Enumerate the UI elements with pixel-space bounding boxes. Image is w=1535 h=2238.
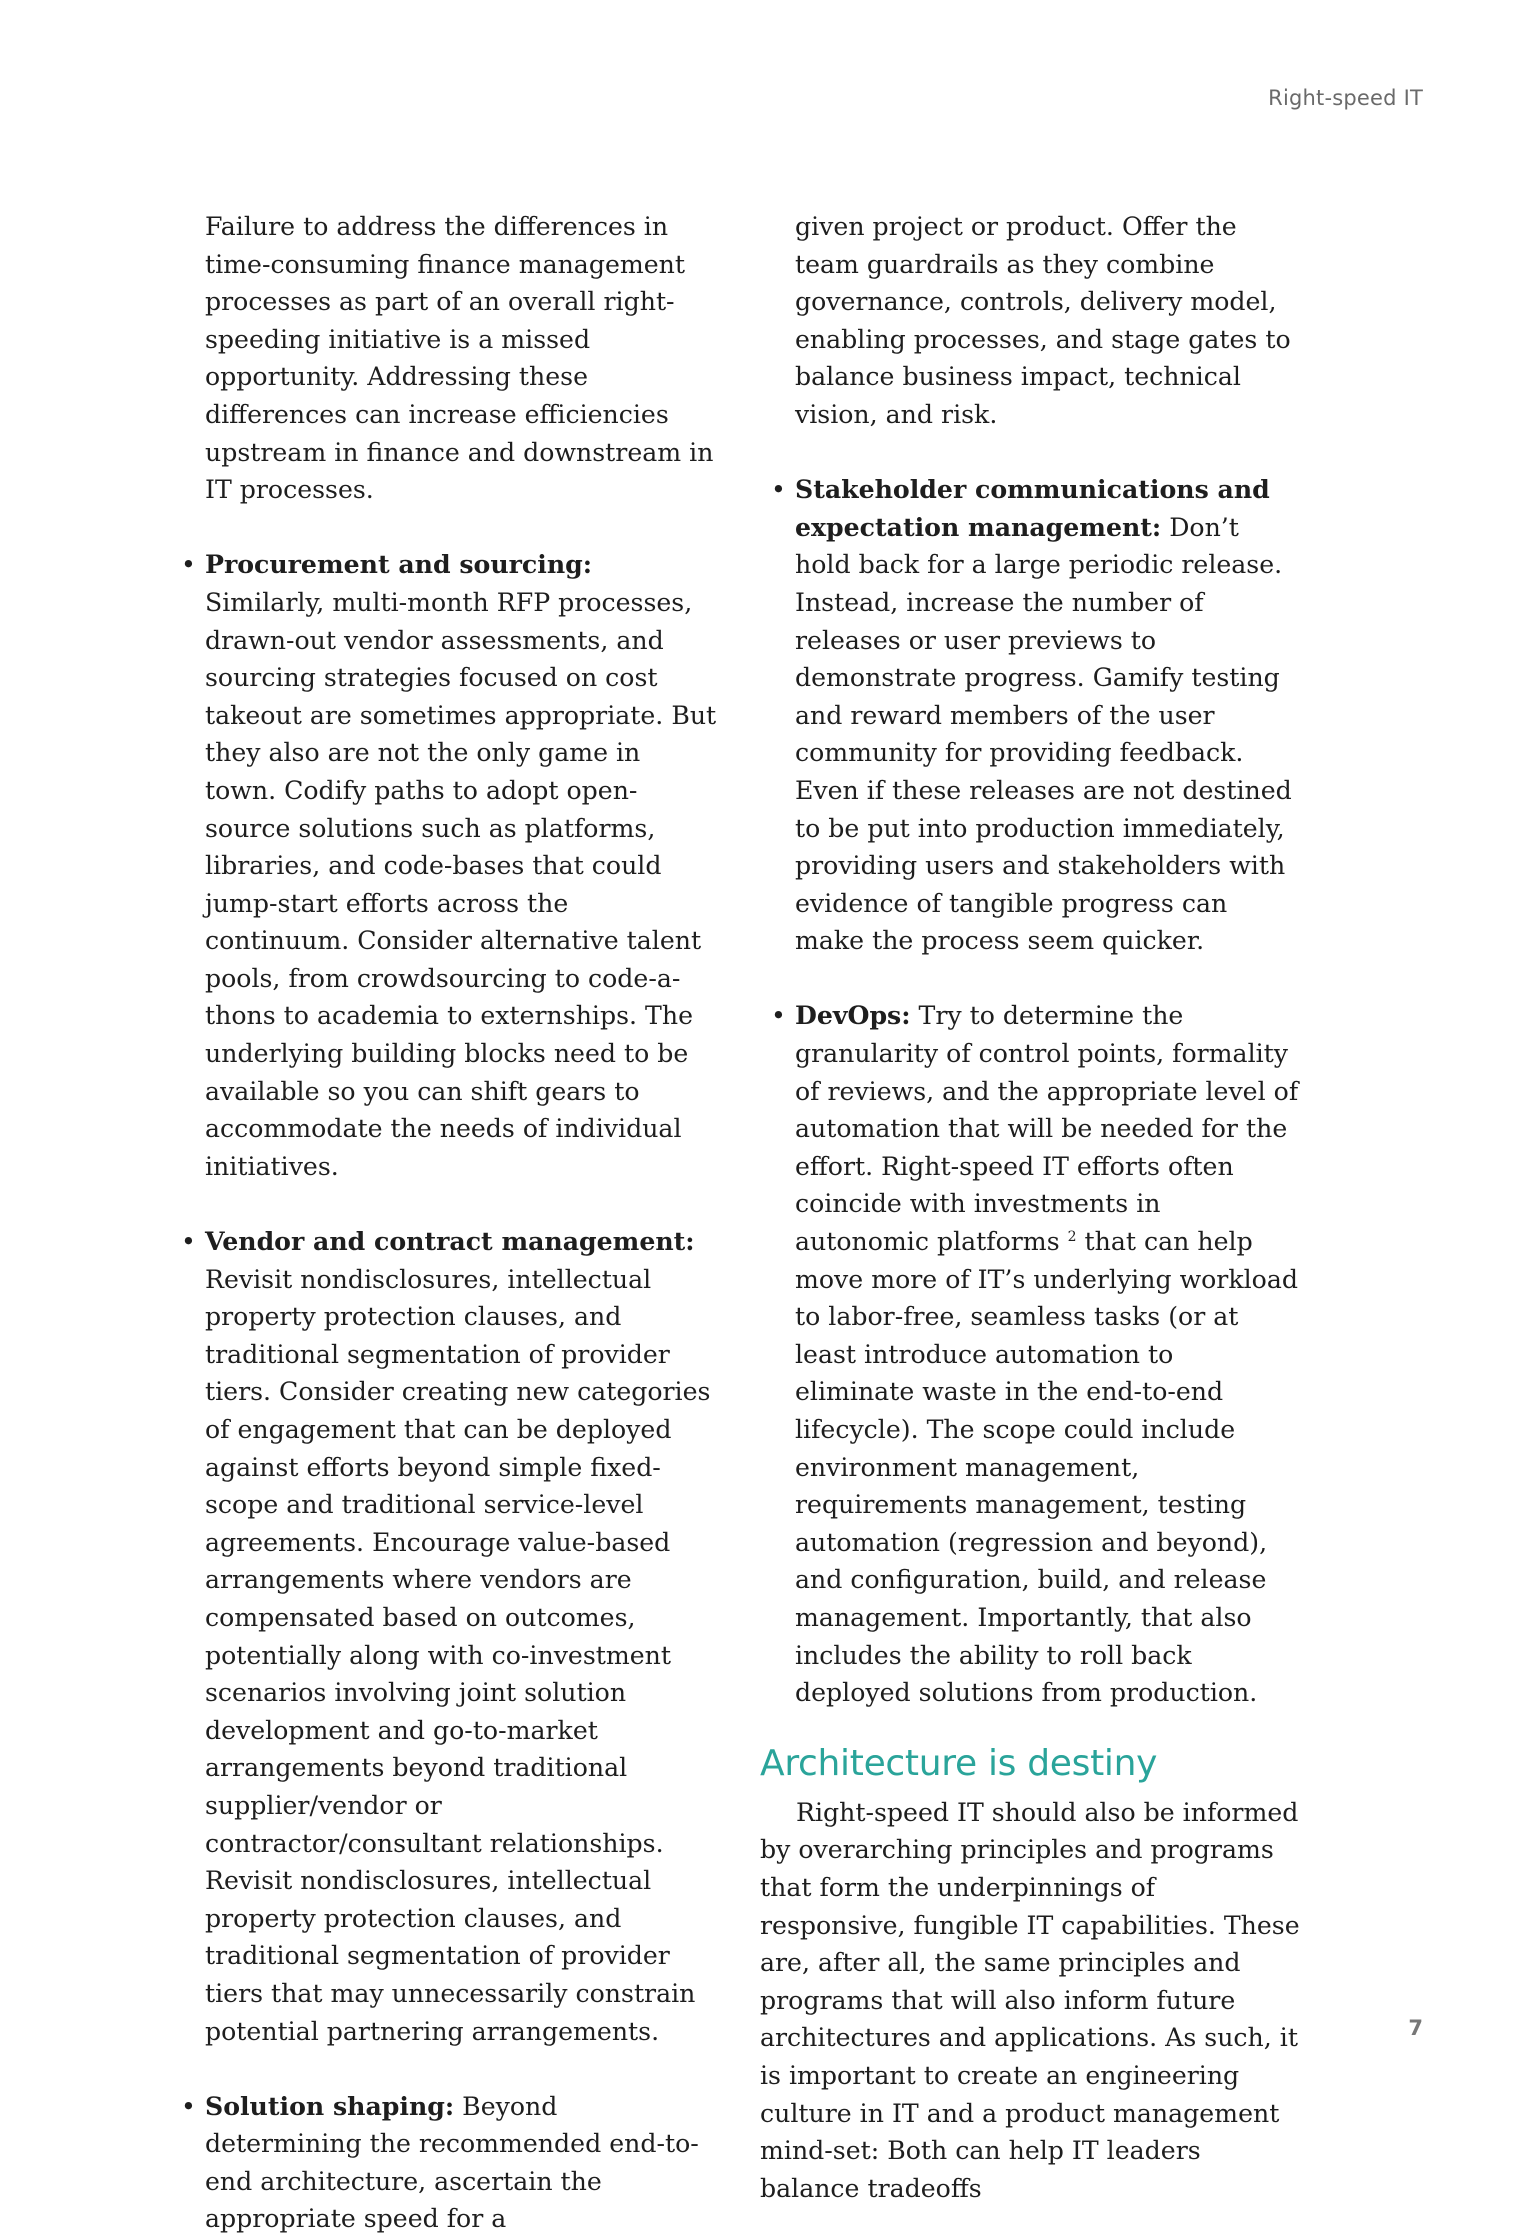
bullet-vendor-contract xyxy=(205,1223,717,2050)
bullet-text: Revisit nondisclosures, intellectual property protection clauses, and traditional segmentation of provider tiers. Consider creating new categories of engagement that can be deployed against efforts beyond simple fixed-scope and traditional service-level agreements. Encourage value-based arrangements where vendors are compensated based on outcomes, potentially along with co-investment scenarios involving joint solution development and go-to-market arrangements beyond traditional supplier/vendor or contractor/consultant relationships. Revisit nondisclosures, intellectual property protection clauses, and traditional segmentation of provider tiers that may unnecessarily constrain potential partnering arrangements. xyxy=(205,1264,711,2046)
right-column xyxy=(760,208,1300,2207)
bullet-solution-shaping xyxy=(205,2088,717,2238)
bullet-term: Procurement and sourcing: xyxy=(205,549,593,580)
section-paragraph: Right-speed IT should also be informed by overarching principles and programs that form the underpinnings of responsive, fungible IT capabilities. These are, after all, the same principles and programs that will also inform future architectures and applications. As such, it is important to create an engineering culture in IT and a product management mind-set: Both can help IT leaders balance tradeoffs xyxy=(760,1797,1300,2203)
intro-paragraph: Failure to address the differences in time-consuming finance management processes as part of an overall right-speeding initiative is a missed opportunity. Addressing these differences can increase efficiencies upstream in finance and downstream in IT processes. xyxy=(205,212,714,505)
page-number: 7 xyxy=(1408,2016,1423,2040)
bullet-stakeholder-communications xyxy=(760,471,1300,960)
footnote-reference[interactable]: 2 xyxy=(1067,1229,1077,1246)
bullet-term: Solution shaping: xyxy=(205,2090,455,2121)
continuation-paragraph: given project or product. Offer the team guardrails as they combine governance, controls, delivery model, enabling processes, and stage gates to balance business impact, technical vision, and risk. xyxy=(795,212,1291,429)
bullet-text: Beyond determining the recommended end-to-end architecture, ascertain the appropriate speed for a xyxy=(205,2091,699,2234)
bullet-text: Similarly, multi-month RFP processes, drawn-out vendor assessments, and sourcing strategies focused on cost takeout are sometimes appropriate. But they also are not the only game in town. Codify paths to adopt open-source solutions such as platforms, libraries, and code-bases that could jump-start efforts across the continuum. Consider alternative talent pools, from crowdsourcing to code-a-thons to academia to externships. The underlying building blocks need to be available so you can shift gears to accommodate the needs of individual initiatives. xyxy=(205,587,717,1181)
bullet-term: DevOps: xyxy=(795,1000,911,1031)
bullet-procurement xyxy=(205,546,717,1185)
section-heading: Architecture is destiny xyxy=(760,1742,1158,1784)
bullet-text: Try to determine the granularity of control points, formality of reviews, and the appropriate level of automation that will be needed for the effort. Right-speed IT efforts often coincide with investments in autonomic platforms xyxy=(795,1001,1299,1257)
bullet-text: Don’t hold back for a large periodic release. Instead, increase the number of releases or user previews to demonstrate progress. Gamify testing and reward members of the user community for providing feedback. Even if these releases are not destined to be put into production immediately, providing users and stakeholders with evidence of tangible progress can make the process seem quicker. xyxy=(795,512,1292,956)
running-header: Right-speed IT xyxy=(1268,86,1423,110)
bullet-text: that can help move more of IT’s underlying workload to labor-free, seamless tasks (or at least introduce automation to eliminate waste in the end-to-end lifecycle). The scope could include environment management, requirements management, testing automation (regression and beyond), and configuration, build, and release management. Importantly, that also includes the ability to roll back deployed solutions from production. xyxy=(795,1227,1298,1708)
bullet-devops xyxy=(760,997,1300,1711)
left-column xyxy=(205,208,717,2238)
bullet-term: Vendor and contract management: xyxy=(205,1226,695,1257)
bullet-term: Stakeholder communications and expectation management: xyxy=(795,474,1270,542)
